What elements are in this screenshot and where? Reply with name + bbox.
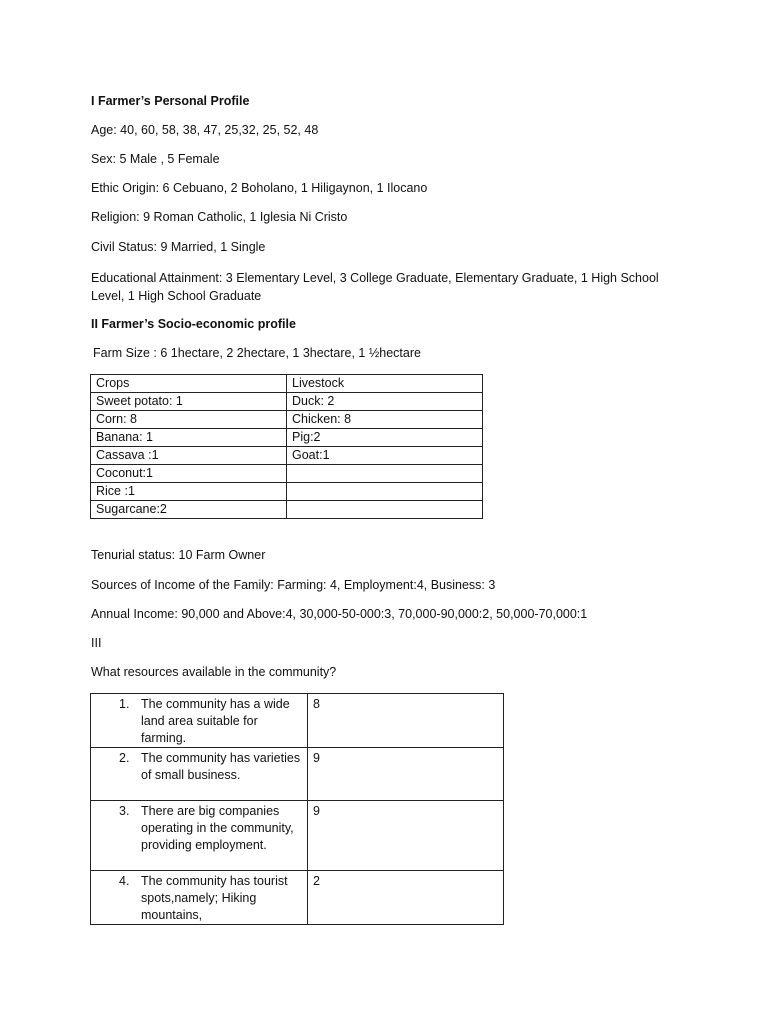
table-row — [91, 501, 483, 519]
table-row — [91, 465, 483, 483]
crops-livestock-table — [90, 374, 483, 519]
table-cell: Duck: 2 — [287, 393, 483, 411]
table-row — [91, 694, 504, 748]
table-row — [91, 871, 504, 925]
table-cell: Sugarcane:2 — [91, 501, 287, 519]
table-cell: Chicken: 8 — [287, 411, 483, 429]
section3-heading: III — [91, 636, 102, 650]
income-sources-line: Sources of Income of the Family: Farming: 4, Employment:4, Business: 3 — [91, 578, 496, 592]
item-count: 9 — [308, 801, 504, 871]
table-cell — [287, 465, 483, 483]
item-count: 8 — [308, 694, 504, 748]
education-line: Educational Attainment: 3 Elementary Level, 3 College Graduate, Elementary Graduate, 1 High School Level, 1 High School Graduate — [91, 271, 659, 303]
religion-line: Religion: 9 Roman Catholic, 1 Iglesia Ni Cristo — [91, 210, 348, 224]
item-number: 2. — [119, 751, 130, 765]
table-cell: Pig:2 — [287, 429, 483, 447]
farm-size-line: Farm Size : 6 1hectare, 2 2hectare, 1 3hectare, 1 ½hectare — [93, 346, 421, 360]
table-cell — [287, 501, 483, 519]
item-number: 3. — [119, 804, 130, 818]
age-line: Age: 40, 60, 58, 38, 47, 25,32, 25, 52, 48 — [91, 123, 319, 137]
item-text: There are big companies operating in the community, providing employment. — [141, 804, 294, 852]
table-cell: Goat:1 — [287, 447, 483, 465]
civil-status-line: Civil Status: 9 Married, 1 Single — [91, 240, 266, 254]
resources-question: What resources available in the community? — [91, 665, 337, 679]
resource-item — [91, 871, 308, 925]
livestock-header: Livestock — [287, 375, 483, 393]
table-cell: Coconut:1 — [91, 465, 287, 483]
resources-table — [90, 693, 504, 925]
item-text: The community has a wide land area suitable for farming. — [141, 697, 290, 745]
sex-line: Sex: 5 Male , 5 Female — [91, 152, 220, 166]
section1-heading: I Farmer’s Personal Profile — [91, 94, 250, 108]
table-header-row — [91, 375, 483, 393]
table-row — [91, 801, 504, 871]
table-row — [91, 411, 483, 429]
annual-income-line: Annual Income: 90,000 and Above:4, 30,000-50-000:3, 70,000-90,000:2, 50,000-70,000:1 — [91, 607, 588, 621]
section2-heading: II Farmer’s Socio-economic profile — [91, 317, 296, 331]
tenurial-line: Tenurial status: 10 Farm Owner — [91, 548, 266, 562]
table-cell: Corn: 8 — [91, 411, 287, 429]
table-cell: Rice :1 — [91, 483, 287, 501]
resource-item — [91, 801, 308, 871]
table-row — [91, 429, 483, 447]
table-row — [91, 483, 483, 501]
table-row — [91, 748, 504, 801]
ethnic-line: Ethic Origin: 6 Cebuano, 2 Boholano, 1 Hiligaynon, 1 Ilocano — [91, 181, 428, 195]
item-number: 1. — [119, 697, 130, 711]
table-cell: Sweet potato: 1 — [91, 393, 287, 411]
item-text: The community has varieties of small business. — [141, 751, 301, 782]
item-count: 9 — [308, 748, 504, 801]
item-text: The community has tourist spots,namely; Hiking mountains, — [141, 874, 288, 922]
table-cell: Banana: 1 — [91, 429, 287, 447]
item-number: 4. — [119, 874, 130, 888]
table-row — [91, 447, 483, 465]
resource-item — [91, 748, 308, 801]
item-count: 2 — [308, 871, 504, 925]
resource-item — [91, 694, 308, 748]
table-cell — [287, 483, 483, 501]
crops-header: Crops — [91, 375, 287, 393]
table-cell: Cassava :1 — [91, 447, 287, 465]
table-row — [91, 393, 483, 411]
